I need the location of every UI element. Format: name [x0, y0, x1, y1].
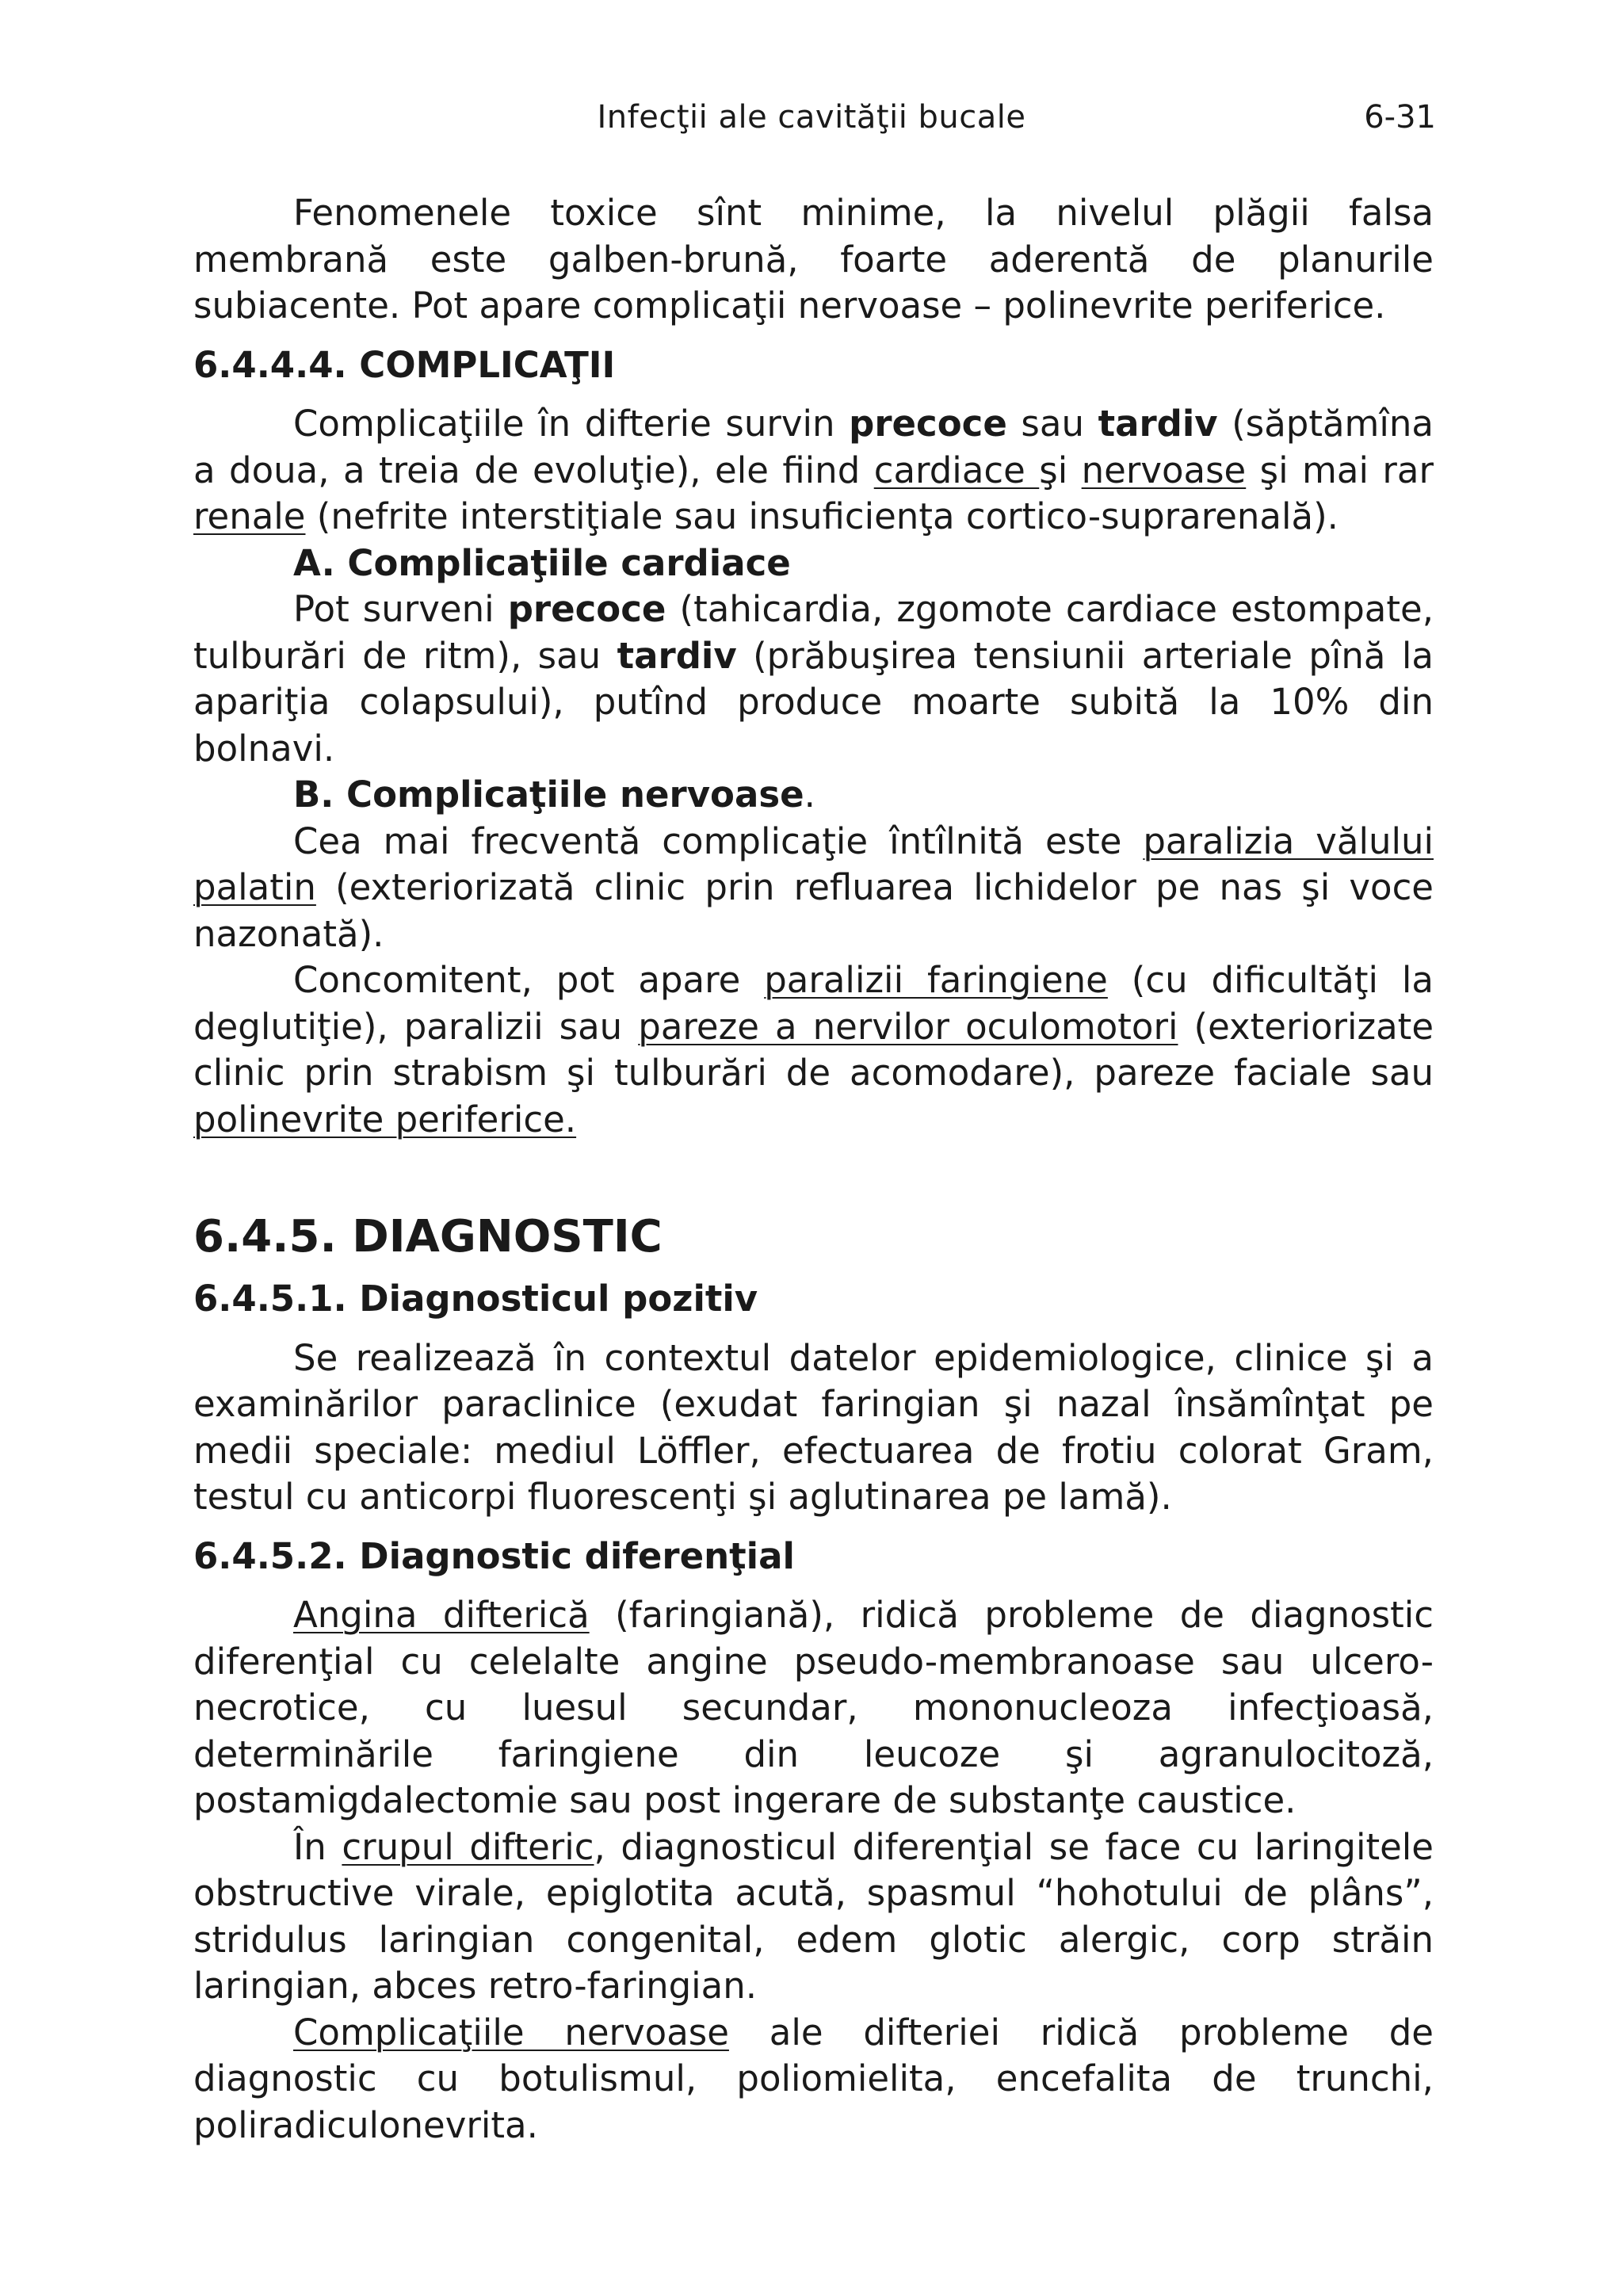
underlined-renale: renale	[193, 495, 306, 537]
paragraph-diphtheric-croup: În crupul difteric, diagnosticul diferenţial se face cu laringitele obstructive virale, epiglotita acută, spasmul “hohotului de plâns”, stridulus laringian congenital, edem glotic alergic, corp străin laringian, abces retro-faringian.	[193, 1825, 1434, 2007]
underlined-polyneuritis: polinevrite periferice.	[193, 1098, 577, 1140]
emphasis-tardiv: tardiv	[1098, 403, 1218, 445]
running-title: Infecţii ale cavităţii bucale	[597, 99, 1026, 136]
page-content	[193, 190, 1434, 2149]
paragraph-concomitant-paralysis: Concomitent, pot apare paralizii faringiene (cu dificultăţi la deglutiţie), paralizii sau pareze a nervilor oculomotori (exteriorizate clinic prin strabism şi tulburări de acomodare), pareze faciale sau polinevrite periferice.	[193, 959, 1434, 1140]
emphasis-precoce: precoce	[507, 588, 666, 630]
underlined-diphtheric-croup: crupul difteric	[342, 1825, 594, 1868]
section-heading-complications: 6.4.4.4. COMPLICAŢII	[193, 343, 616, 386]
paragraph-cardiac-complications: Pot surveni precoce (tahicardia, zgomote cardiace estompate, tulburări de ritm), sau tardiv (prăbuşirea tensiunii arteriale pînă la apariţia colapsului), putînd produce moarte subită la 10% din bolnavi.	[193, 588, 1434, 770]
page-header	[0, 94, 1623, 141]
underlined-pharyngeal-paralysis: paralizii faringiene	[764, 959, 1108, 1001]
underlined-oculomotor-paresis: pareze a nervilor oculomotori	[638, 1005, 1178, 1048]
section-heading-diagnostic: 6.4.5. DIAGNOSTIC	[193, 1211, 663, 1263]
paragraph-positive-diagnosis: Se realizează în contextul datelor epidemiologice, clinice şi a examinărilor paraclinice (exudat faringian şi nazal însămînţat pe medii speciale: mediul Löffler, efectuarea de frotiu colorat Gram, testul cu anticorpi fluorescenţi şi aglutinarea pe lamă).	[193, 1336, 1434, 1518]
paragraph-complications-intro: Complicaţiile în difterie survin precoce sau tardiv (săptămîna a doua, a treia de evoluţie), ele fiind cardiace şi nervoase şi mai rar renale (nefrite interstiţiale sau insuficienţa cortico-suprarenală).	[193, 403, 1434, 537]
emphasis-precoce: precoce	[849, 403, 1007, 445]
underlined-palatal-paralysis: paralizia vălului palatin	[193, 819, 1434, 908]
subheading-cardiac-complications: A. Complicaţiile cardiace	[293, 541, 791, 584]
underlined-cardiace: cardiace	[873, 449, 1040, 491]
underlined-nervoase: nervoase	[1081, 449, 1247, 491]
subsection-heading-differential-diagnosis: 6.4.5.2. Diagnostic diferenţial	[193, 1534, 795, 1577]
subheading-nervous-complications: B. Complicaţiile nervoase.	[293, 774, 815, 816]
subsection-heading-positive-diagnosis: 6.4.5.1. Diagnosticul pozitiv	[193, 1278, 758, 1320]
underlined-nervous-complications: Complicaţiile nervoase	[293, 2011, 729, 2053]
paragraph-nervous-complications-diagnosis: Complicaţiile nervoase ale difteriei ridică probleme de diagnostic cu botulismul, poliomielita, encefalita de trunchi, poliradiculonevrita.	[193, 2011, 1434, 2146]
paragraph-diphtheric-angina: Angina difterică (faringiană), ridică probleme de diagnostic diferenţial cu celelalte angine pseudo-membranoase sau ulcero-necrotice, cu luesul secundar, mononucleoza infecţioasă, determinările faringiene din leucoze şi agranulocitoză, postamigdalectomie sau post ingerare de substanţe caustice.	[193, 1594, 1434, 1821]
emphasis-tardiv: tardiv	[617, 634, 737, 677]
paragraph-toxic-phenomena: Fenomenele toxice sînt minime, la nivelul plăgii falsa membrană este galben-brună, foarte aderentă de planurile subiacente. Pot apare complicaţii nervoase – polinevrite periferice.	[193, 192, 1434, 327]
underlined-diphtheric-angina: Angina difterică	[293, 1594, 590, 1636]
page-number: 6-31	[1364, 99, 1436, 136]
paragraph-palatal-paralysis: Cea mai frecventă complicaţie întîlnită este paralizia vălului palatin (exteriorizată clinic prin refluarea lichidelor pe nas şi voce nazonată).	[193, 819, 1434, 955]
